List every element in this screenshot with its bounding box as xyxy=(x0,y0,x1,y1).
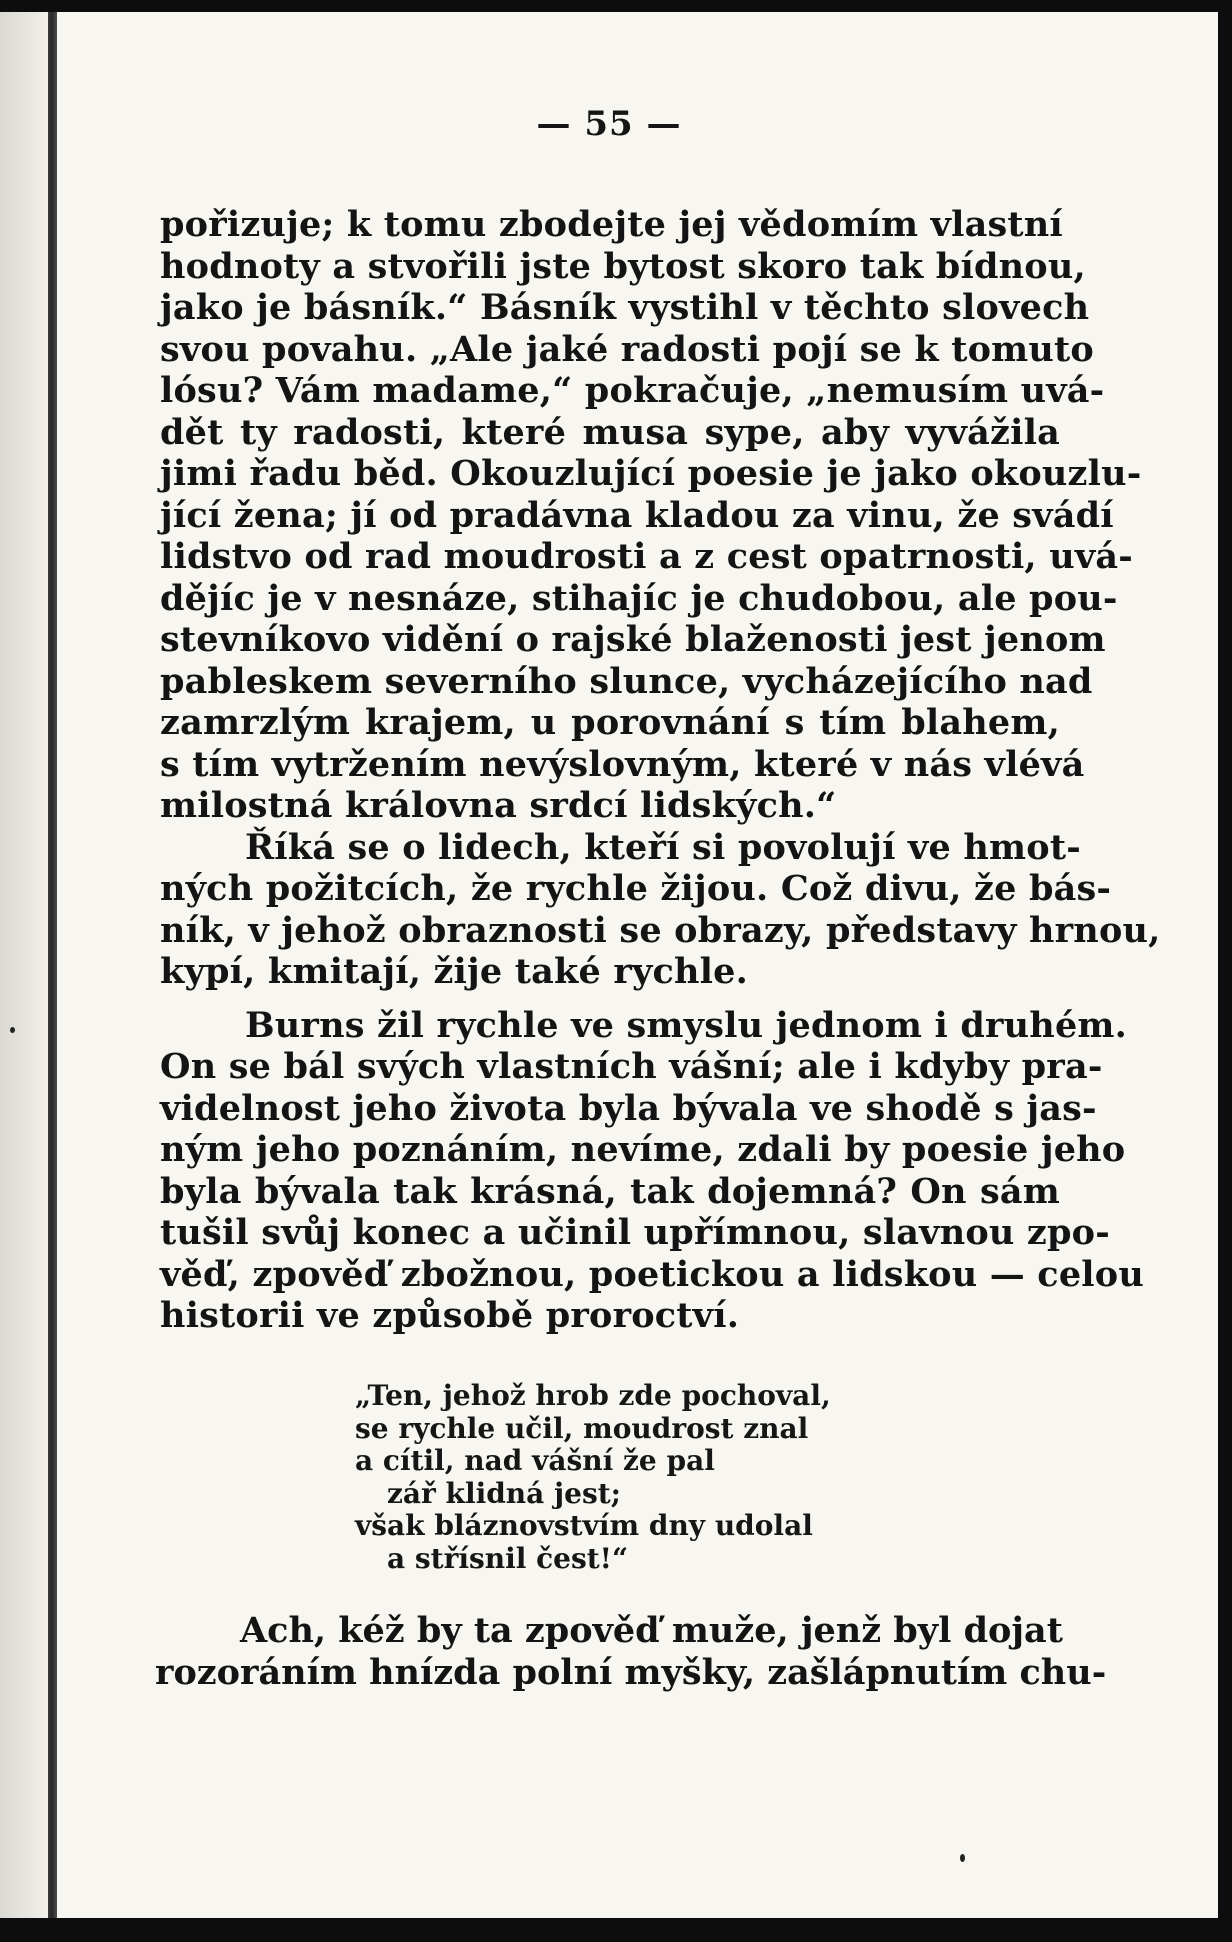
paragraph-1 xyxy=(160,204,1142,827)
text-line: milostná královna srdcí lidských.“ xyxy=(160,785,837,826)
text-line: lósu? Vám madame,“ pokračuje, „nemusím uvá- xyxy=(160,370,1105,411)
print-speck xyxy=(960,1854,965,1862)
text-line: pableskem severního slunce, vycházejícího nad xyxy=(160,660,1093,702)
text-line: byla bývala tak krásná, tak dojemná? On sám xyxy=(160,1170,1060,1212)
closing-paragraph xyxy=(155,1610,1107,1693)
poem-line: se rychle učil, moudrost znal xyxy=(355,1411,809,1445)
text-line: věď, zpověď zbožnou, poetickou a lidskou — celou xyxy=(160,1253,1144,1295)
text-line: jící žena; jí od pradávna kladou za vinu, že svádí xyxy=(160,494,1114,536)
paragraph-2 xyxy=(160,826,1161,993)
text-line: jako je básník.“ Básník vystihl v těchto slovech xyxy=(160,287,1090,328)
text-line: hodnoty a stvořili jste bytost skoro tak bídnou, xyxy=(160,245,1086,287)
text-line: stevníkovo vidění o rajské blaženosti jest jenom xyxy=(160,619,1106,660)
text-line: Burns žil rychle ve smyslu jednom i druhém. xyxy=(245,1004,1128,1046)
poem-line: však bláznovstvím dny udolal xyxy=(355,1509,813,1542)
text-line: rozoráním hnízda polní myšky, zašlápnutím chu- xyxy=(155,1651,1107,1693)
text-line: Ach, kéž by ta zpověď muže, jenž byl dojat xyxy=(240,1610,1063,1651)
page-number: — 55 — xyxy=(536,104,682,144)
text-line: ných požitcích, že rychle žijou. Což divu, že bás- xyxy=(160,868,1112,909)
paragraph-3 xyxy=(160,1004,1144,1337)
text-line: videlnost jeho života byla bývala ve shodě s jas- xyxy=(160,1087,1097,1129)
text-line: On se bál svých vlastních vášní; ale i kdyby pra- xyxy=(160,1046,1103,1087)
text-line: pořizuje; k tomu zbodejte jej vědomím vlastní xyxy=(160,204,1063,245)
text-line: lidstvo od rad moudrosti a z cest opatrnosti, uvá- xyxy=(160,536,1133,577)
poem-line: a střísnil čest!“ xyxy=(387,1541,629,1575)
text-line: svou povahu. „Ale jaké radosti pojí se k tomuto xyxy=(160,328,1094,370)
binding-edge xyxy=(48,12,57,1918)
poem-line: a cítil, nad vášní že pal xyxy=(355,1444,715,1477)
poem-line: „Ten, jehož hrob zde pochoval, xyxy=(355,1379,831,1412)
text-line: zamrzlým krajem, u porovnání s tím blahem, xyxy=(160,702,1060,743)
text-line: dějíc je v nesnáze, stihajíc je chudobou, ale pou- xyxy=(160,577,1118,619)
poem-quote xyxy=(355,1380,875,1575)
text-line: jimi řadu běd. Okouzlující poesie je jako okouzlu- xyxy=(160,453,1142,494)
text-line: kypí, kmitají, žije také rychle. xyxy=(160,951,749,992)
print-speck xyxy=(10,1027,15,1033)
binding-shadow xyxy=(0,12,48,1918)
book-page xyxy=(0,12,1218,1918)
text-line: Říká se o lidech, kteří si povolují ve hmot- xyxy=(245,826,1081,868)
text-line: historii ve způsobě proroctví. xyxy=(160,1295,740,1336)
text-line: ník, v jehož obraznosti se obrazy, představy hrnou, xyxy=(160,909,1161,951)
main-text xyxy=(160,204,1161,1337)
text-line: s tím vytržením nevýslovným, které v nás vlévá xyxy=(160,743,1085,785)
poem-line: zář klidná jest; xyxy=(387,1476,622,1510)
text-line: ným jeho poznáním, nevíme, zdali by poesie jeho xyxy=(160,1129,1126,1170)
text-line: tušil svůj konec a učinil upřímnou, slavnou zpo- xyxy=(160,1212,1110,1253)
text-line: dět ty radosti, které musa sype, aby vyvážila xyxy=(160,411,1060,453)
